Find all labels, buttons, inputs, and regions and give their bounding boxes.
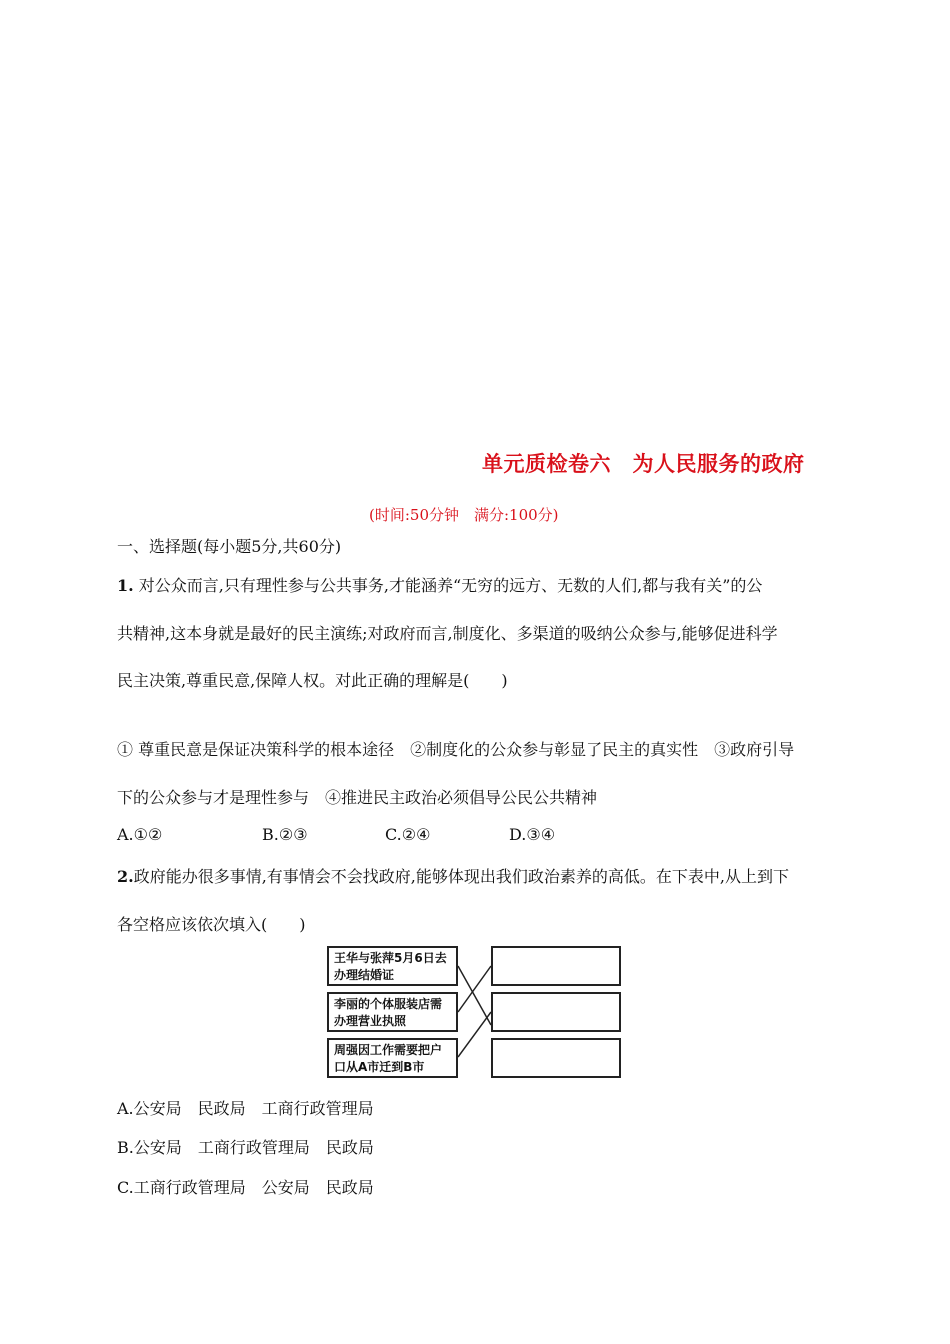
question-text: 政府能办很多事情,有事情会不会找政府,能够体现出我们政治素养的高低。在下表中,从上到下 [133, 867, 789, 886]
option-a: A.公安局 民政局 工商行政管理局 [117, 1099, 374, 1118]
box-text: 周强因工作需要把户 [334, 1043, 443, 1057]
option-c: C.②④ [385, 825, 431, 844]
diagram-answer-box [491, 992, 621, 1032]
diagram-answer-box [491, 946, 621, 986]
exam-info: (时间:50分钟 满分:100分) [369, 506, 559, 524]
connector-line [458, 966, 491, 1012]
option-a: A.①② [117, 825, 163, 844]
option-c: C.工商行政管理局 公安局 民政局 [117, 1178, 374, 1197]
question-number: 2. [117, 867, 134, 886]
box-text: 李丽的个体服装店需 [334, 997, 443, 1011]
page-title: 单元质检卷六 为人民服务的政府 [482, 452, 805, 476]
statement-line: 下的公众参与才是理性参与 ④推进民主政治必须倡导公民公共精神 [117, 788, 598, 807]
connector-line [458, 966, 491, 1025]
box-text: 办理结婚证 [334, 968, 395, 982]
diagram-answer-box [491, 1038, 621, 1078]
diagram-left-box [327, 992, 458, 1032]
option-b: B.公安局 工商行政管理局 民政局 [117, 1138, 374, 1157]
question-text: 民主决策,尊重民意,保障人权。对此正确的理解是( ) [117, 671, 508, 690]
diagram-left-box [327, 946, 458, 986]
section-heading: 一、选择题(每小题5分,共60分) [117, 537, 342, 556]
question-line [117, 573, 762, 596]
box-text: 口从A市迁到B市 [334, 1060, 425, 1074]
question-text: 各空格应该依次填入( ) [117, 915, 306, 934]
question-number: 1. [117, 576, 134, 595]
question-text: 共精神,这本身就是最好的民主演练;对政府而言,制度化、多渠道的吸纳公众参与,能够促进科学 [117, 624, 778, 643]
diagram-left-box [327, 1038, 458, 1078]
option-d: D.③④ [509, 825, 556, 844]
connector-lines [458, 940, 492, 1060]
option-b: B.②③ [262, 825, 308, 844]
box-text: 王华与张萍5月6日去 [334, 951, 447, 965]
question-text: 对公众而言,只有理性参与公共事务,才能涵养“无穷的远方、无数的人们,都与我有关”的公 [133, 576, 763, 595]
connector-line [458, 1012, 491, 1057]
statement-line: ① 尊重民意是保证决策科学的根本途径 ②制度化的公众参与彰显了民主的真实性 ③政府引导 [117, 740, 795, 759]
box-text: 办理营业执照 [334, 1014, 407, 1028]
question-line [117, 864, 789, 887]
